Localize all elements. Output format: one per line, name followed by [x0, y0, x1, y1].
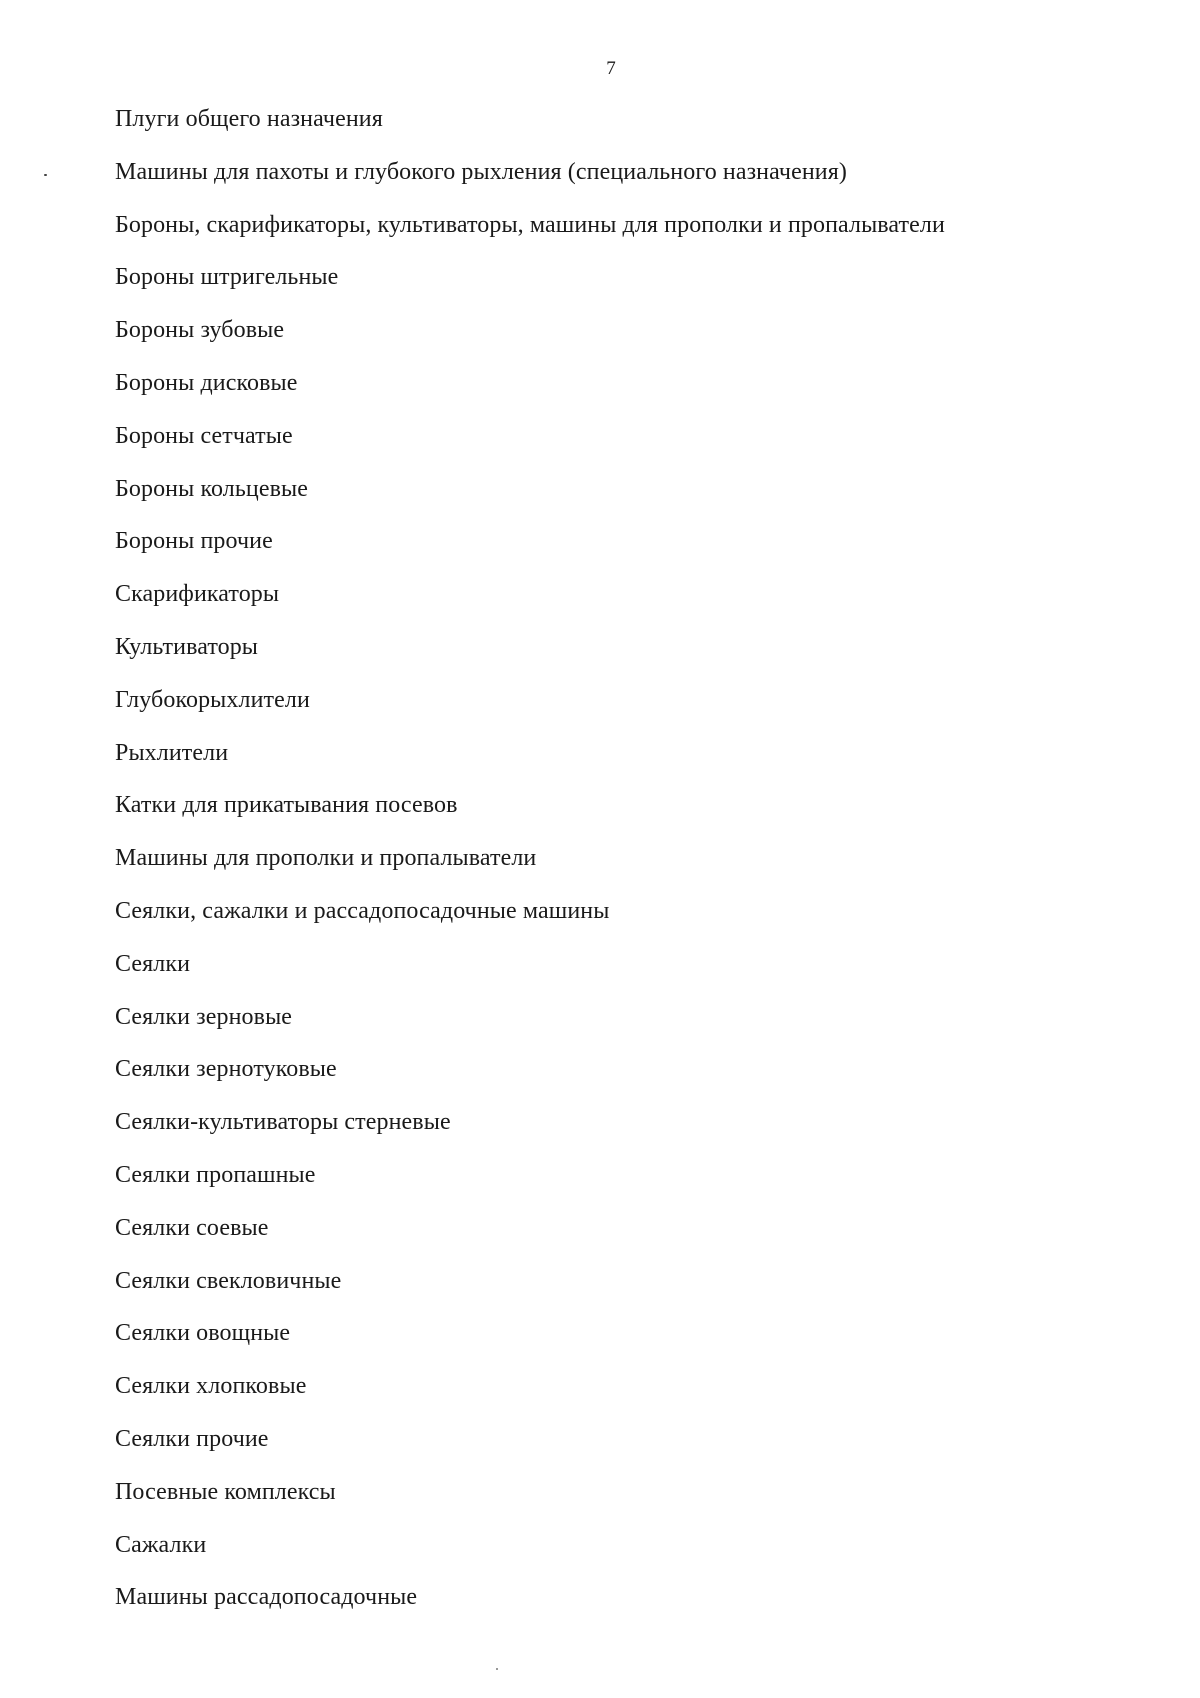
list-item: Сеялки прочие — [115, 1425, 269, 1452]
list-item: Бороны дисковые — [115, 369, 298, 396]
list-item: Бороны зубовые — [115, 317, 285, 344]
list-item: Культиваторы — [115, 633, 259, 660]
machinery-category-list — [115, 104, 945, 1635]
list-item: Бороны штригельные — [115, 264, 339, 291]
list-item: Сеялки пропашные — [115, 1161, 316, 1188]
list-item: Сеялки свекловичные — [115, 1267, 342, 1294]
list-item: Сеялки зерновые — [115, 1003, 293, 1030]
list-item: Машины рассадопосадочные — [115, 1584, 418, 1611]
list-item: Бороны, скарификаторы, культиваторы, машины для прополки и пропалыватели — [115, 211, 945, 238]
list-item: Бороны сетчатые — [115, 422, 293, 449]
list-item: Глубокорыхлители — [115, 686, 310, 713]
list-item: Бороны кольцевые — [115, 475, 309, 502]
list-item: Плуги общего назначения — [115, 106, 383, 132]
list-item: Сажалки — [115, 1531, 207, 1558]
list-item: Машины для прополки и пропалыватели — [115, 845, 537, 872]
list-item: Сеялки овощные — [115, 1320, 291, 1347]
scan-speck-footer — [496, 1668, 498, 1670]
list-item: Сеялки соевые — [115, 1214, 269, 1241]
page-number: 7 — [606, 58, 616, 79]
list-item: Сеялки хлопковые — [115, 1373, 307, 1400]
list-item: Скарификаторы — [115, 581, 280, 608]
list-item: Сеялки-культиваторы стерневые — [115, 1109, 451, 1136]
list-item: Сеялки, сажалки и рассадопосадочные машины — [115, 897, 610, 924]
list-item: Бороны прочие — [115, 528, 273, 555]
list-item: Сеялки — [115, 950, 191, 977]
list-item: Посевные комплексы — [115, 1478, 336, 1505]
list-item: Машины для пахоты и глубокого рыхления (специального назначения) — [115, 158, 847, 185]
list-item: Катки для прикатывания посевов — [115, 792, 458, 819]
list-item: Сеялки зернотуковые — [115, 1056, 337, 1083]
scan-speck — [44, 174, 47, 176]
list-item: Рыхлители — [115, 739, 229, 766]
